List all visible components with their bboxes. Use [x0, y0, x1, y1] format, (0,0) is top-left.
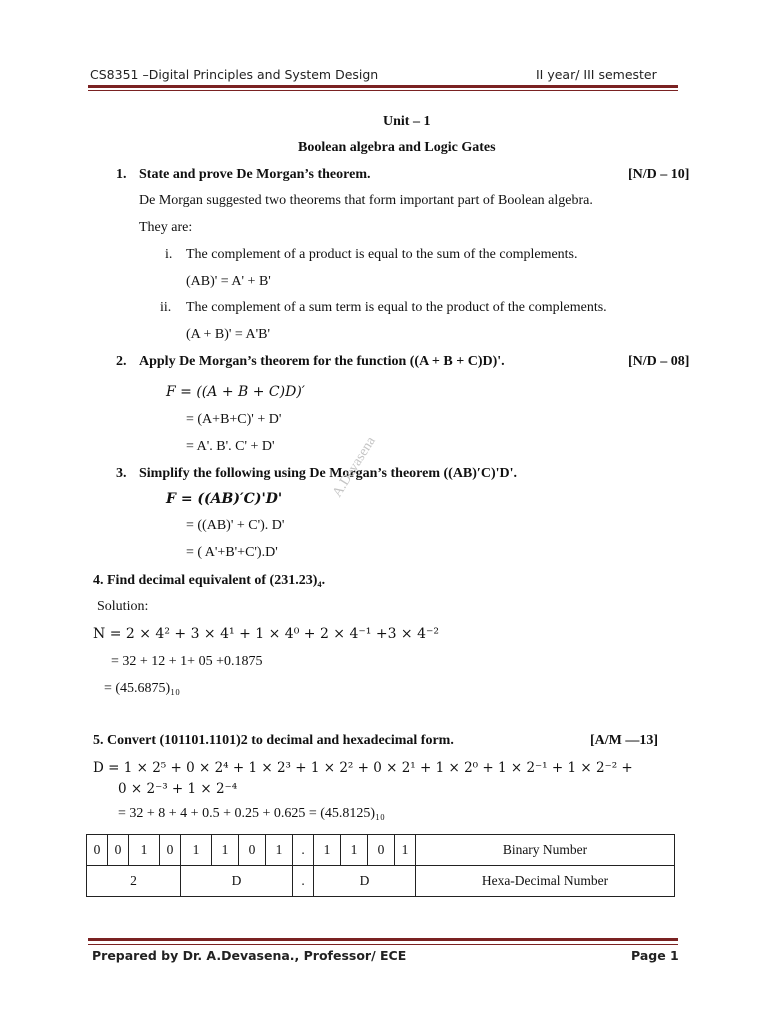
footer-author: Prepared by Dr. A.Devasena., Professor/ ECE [92, 948, 407, 963]
q5-step: = 32 + 8 + 4 + 0.5 + 0.25 + 0.625 = (45.8125)₁₀ [118, 806, 385, 821]
q4-title: 4. Find decimal equivalent of (231.23)₄. [93, 573, 326, 588]
hex-row [87, 866, 675, 897]
q5-title: 5. Convert (101101.1101)2 to decimal and hexadecimal form. [93, 733, 454, 748]
binary-hex-table [86, 834, 675, 897]
hex-label: Hexa-Decimal Number [416, 866, 675, 897]
hex-digit: 2 [87, 866, 181, 897]
q1-item-formula: (A + B)' = A'B' [186, 327, 271, 342]
binary-digit: 1 [181, 835, 212, 866]
footer-rule-thin [88, 944, 678, 945]
q1-item-formula: (AB)' = A' + B' [186, 274, 271, 289]
binary-digit: 1 [129, 835, 160, 866]
q3-step: = ( A'+B'+C').D' [186, 545, 278, 560]
q1-item-roman: ii. [160, 300, 172, 315]
q1-tag: [N/D – 10] [628, 167, 690, 182]
q1-number: 1. [116, 167, 127, 182]
q3-question: Simplify the following using De Morgan’s theorem ((AB)′C)'D'. [139, 466, 518, 481]
q1-intro: De Morgan suggested two theorems that form important part of Boolean algebra. [139, 193, 593, 208]
binary-label: Binary Number [416, 835, 675, 866]
q4-solution-label: Solution: [97, 599, 149, 614]
q1-item-text: The complement of a sum term is equal to the product of the complements. [186, 300, 607, 315]
q5-equation-line1: D = 1 × 2⁵ + 0 × 2⁴ + 1 × 2³ + 1 × 2² + 0 × 2¹ + 1 × 2⁰ + 1 × 2⁻¹ + 1 × 2⁻² + [93, 760, 633, 776]
binary-digit: 1 [395, 835, 416, 866]
footer-page-number: Page 1 [631, 948, 679, 963]
header-rule-thin [88, 90, 678, 91]
header-semester: II year/ III semester [536, 67, 657, 82]
q4-step: = 32 + 12 + 1+ 05 +0.1875 [111, 654, 263, 669]
binary-digit: 0 [368, 835, 395, 866]
q3-step: = ((AB)' + C'). D' [186, 518, 285, 533]
unit-title: Unit – 1 [383, 114, 431, 129]
q5-tag: [A/M —13] [590, 733, 659, 748]
binary-digit: 1 [314, 835, 341, 866]
q1-they-are: They are: [139, 220, 193, 235]
header-course-title: CS8351 –Digital Principles and System Design [90, 67, 379, 82]
binary-row [87, 835, 675, 866]
q2-tag: [N/D – 08] [628, 354, 690, 369]
q3-equation: F = ((AB)′C)'D' [166, 491, 283, 507]
binary-digit: 0 [87, 835, 108, 866]
q4-result: = (45.6875)₁₀ [104, 681, 180, 696]
q3-number: 3. [116, 466, 127, 481]
hex-digit: D [314, 866, 416, 897]
unit-subtitle: Boolean algebra and Logic Gates [298, 140, 496, 155]
q1-item-text: The complement of a product is equal to the sum of the complements. [186, 247, 578, 262]
binary-point: . [293, 835, 314, 866]
binary-digit: 1 [266, 835, 293, 866]
watermark: A.Devasena [330, 434, 379, 500]
binary-digit: 0 [239, 835, 266, 866]
q2-equation: F = ((A + B + C)D)′ [166, 384, 305, 400]
q1-question: State and prove De Morgan’s theorem. [139, 167, 371, 182]
q2-question: Apply De Morgan’s theorem for the function ((A + B + C)D)'. [139, 354, 505, 369]
binary-digit: 0 [160, 835, 181, 866]
q2-step: = A'. B'. C' + D' [186, 439, 275, 454]
header-rule [88, 85, 678, 88]
q2-step: = (A+B+C)' + D' [186, 412, 282, 427]
footer-rule [88, 938, 678, 941]
q2-number: 2. [116, 354, 127, 369]
q4-equation: N = 2 × 4² + 3 × 4¹ + 1 × 4⁰ + 2 × 4⁻¹ +3 × 4⁻² [93, 626, 440, 642]
hex-point: . [293, 866, 314, 897]
binary-digit: 1 [341, 835, 368, 866]
q5-equation-line2: 0 × 2⁻³ + 1 × 2⁻⁴ [118, 781, 238, 797]
binary-digit: 0 [108, 835, 129, 866]
q1-item-roman: i. [165, 247, 173, 262]
binary-digit: 1 [212, 835, 239, 866]
hex-digit: D [181, 866, 293, 897]
